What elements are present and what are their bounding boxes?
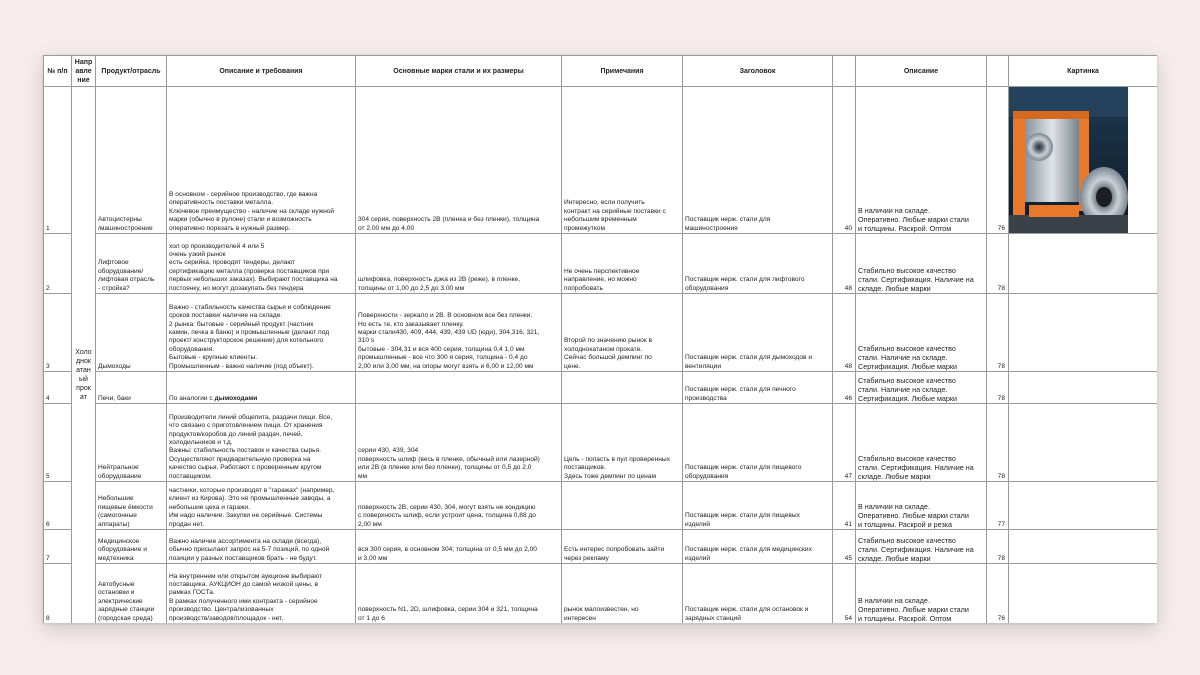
- desc2-cell[interactable]: [856, 564, 987, 624]
- cell-text-line: или 2В (в пленке или без пленки), толщины от 0,5 до 2,0: [358, 464, 532, 472]
- cell-text-line: Дымоходы: [98, 362, 131, 370]
- cell-text-line: Стабильно высокое качество: [858, 454, 956, 463]
- cell-text-line: постоянку, но могут дозакупать без тендера: [169, 284, 304, 292]
- cell-text-line: Поставщик нерж. стали для: [685, 216, 771, 224]
- table-row: [44, 404, 1158, 482]
- title-length-cell[interactable]: 46: [833, 372, 856, 404]
- cell-text-line: В наличии на складе.: [858, 206, 930, 215]
- cell-text-line: Нейтральное: [98, 464, 139, 472]
- cell-text-line: На внутреннем или открытом аукционе выбирают: [169, 572, 323, 580]
- notes-cell[interactable]: [562, 564, 683, 624]
- cell-text-line: шлифовка, поверхность дэка из 2В (реже), в пленке,: [358, 276, 521, 284]
- cell-text-line: цене.: [564, 362, 581, 370]
- col-header-title-length[interactable]: [833, 56, 856, 87]
- cell-text-line: и толщины. Раскрой и резка: [858, 520, 953, 529]
- cell-text-line: 304 серия, поверхность 2В (пленка и без пленки), толщина: [358, 216, 540, 224]
- cell-text-line: контракт на серийные поставки с: [564, 207, 666, 215]
- desc2-cell[interactable]: [856, 87, 987, 234]
- cell-text-line: Лифтовое: [98, 259, 129, 267]
- cell-text-line: Поставщик нерж. стали для медицинских: [685, 546, 812, 554]
- col-header-description[interactable]: Описание и требования: [167, 56, 356, 87]
- cell-text-line: Сейчас большой демпинг по: [564, 354, 652, 362]
- cell-text-line: продан нет.: [169, 520, 204, 528]
- cell-text-line: от 2.00 мм до 4.00: [358, 224, 415, 232]
- title-length-cell[interactable]: 48: [833, 294, 856, 372]
- picture-cell[interactable]: [1009, 482, 1158, 530]
- desc2-length-cell[interactable]: 78: [987, 404, 1009, 482]
- notes-cell[interactable]: [562, 87, 683, 234]
- cell-text-line: В наличии на складе.: [858, 596, 930, 605]
- cell-text-line: оборудования.: [169, 345, 215, 353]
- title-cell[interactable]: [683, 372, 833, 404]
- title-cell[interactable]: [683, 234, 833, 294]
- cell-text-line: качество сырья. Работают с проверенным крутом: [169, 464, 322, 472]
- cell-text-line: марки (обычно в рулоне) стали и возможность: [169, 216, 312, 224]
- title-cell[interactable]: [683, 294, 833, 372]
- title-length-cell[interactable]: 45: [833, 530, 856, 564]
- cell-text-line: холоднокатаном прокате.: [564, 345, 643, 353]
- cell-text-line: попробовать: [564, 284, 603, 292]
- row-number[interactable]: 8: [44, 564, 72, 624]
- product-cell[interactable]: [96, 372, 167, 404]
- cell-text-line: Второй по значению рынок в: [564, 337, 653, 345]
- cell-text-line: аппараты): [98, 520, 130, 528]
- cell-text-line: оборудование: [98, 472, 142, 480]
- cell-text-line: поверхность N1, 2D, шлифовка, серии 304 и 321, толщина: [358, 606, 538, 614]
- cell-text-line: сертификацию металла (проверка поставщиков при: [169, 267, 330, 275]
- cell-text-line: поверхность шлиф (весь в пленке, обычный или лазерной): [358, 455, 540, 463]
- product-cell[interactable]: [96, 294, 167, 372]
- cell-text-line: медтехника: [98, 554, 134, 562]
- cell-text-line: продуктов/коробов до линий раздач, печей,: [169, 430, 303, 438]
- cell-text-line: рынок малоизвестен, но: [564, 606, 639, 614]
- description-cell[interactable]: [167, 87, 356, 234]
- cell-text-line: интересен: [564, 614, 596, 622]
- steel-cell[interactable]: [356, 234, 562, 294]
- cell-text-line: Важно - стабильность качества сырья и соблюдение: [169, 303, 331, 311]
- cell-text-line: позиции у разных поставщиков брать - не будут.: [169, 554, 317, 562]
- picture-cell[interactable]: [1009, 234, 1158, 294]
- table-row: [44, 372, 1158, 404]
- cell-text-line: изделий: [685, 554, 711, 562]
- cell-text-line: Поставщик нерж. стали для дымоходов и: [685, 354, 813, 362]
- cell-text-line: складе. Любые марки: [858, 284, 931, 293]
- cell-text-line: через рекламу: [564, 554, 609, 562]
- cell-text-line: стали. Наличие на складе.: [858, 353, 948, 362]
- cell-text-line: стали. Сертификация. Наличие на: [858, 545, 974, 554]
- steel-cell[interactable]: [356, 87, 562, 234]
- product-cell[interactable]: [96, 234, 167, 294]
- cell-text-line: Оперативно. Любые марки стали: [858, 215, 969, 224]
- cell-text-line: В рамках полученного ими контракта - серийное: [169, 597, 318, 605]
- cell-text-line: первых небольших заказах). Выбирают поставщика на: [169, 276, 338, 284]
- desc2-length-cell[interactable]: 78: [987, 372, 1009, 404]
- desc2-length-cell[interactable]: 78: [987, 294, 1009, 372]
- cell-text-line: Производители линий общепита, раздачи пищи. Все,: [169, 413, 333, 421]
- cell-text-line: Оперативно. Любые марки стали: [858, 511, 969, 520]
- notes-cell[interactable]: [562, 530, 683, 564]
- cell-text-line: клиент из Кирова). Это не промышленные заводы, а: [169, 495, 331, 503]
- cell-text-line: поставщиков.: [564, 464, 606, 472]
- description-cell[interactable]: [167, 372, 356, 404]
- cell-text-line: стали. Сертификация. Наличие на: [858, 275, 974, 284]
- cell-text-line: поставщика. АУКЦИОН до самой низкой цены, в: [169, 580, 319, 588]
- cell-text-line: промежутком: [564, 224, 605, 232]
- cell-text-line: производства: [685, 394, 727, 402]
- cell-text-line: оперативность поставки металла.: [169, 199, 274, 207]
- cell-text-line: и толщины. Раскрой. Оптом: [858, 224, 952, 233]
- cell-text-line: Не очень перспективное: [564, 267, 640, 275]
- desc2-length-cell[interactable]: 76: [987, 564, 1009, 624]
- picture-cell[interactable]: [1009, 294, 1158, 372]
- desc2-length-cell[interactable]: 78: [987, 530, 1009, 564]
- cell-text-line: Здесь тоже демпинг по ценам: [564, 472, 656, 480]
- cell-text-line: зарядные станции: [98, 606, 155, 614]
- title-length-cell[interactable]: 40: [833, 87, 856, 234]
- col-header-steel[interactable]: Основные марки стали и их размеры: [356, 56, 562, 87]
- cell-text-line: Автоцистерны: [98, 216, 142, 224]
- desc2-length-cell[interactable]: 76: [987, 87, 1009, 234]
- steel-cell[interactable]: [356, 372, 562, 404]
- col-header-picture[interactable]: Картинка: [1009, 56, 1158, 87]
- cell-text-line: Промышленным - важно наличие (под объект).: [169, 362, 314, 370]
- title-cell[interactable]: [683, 87, 833, 234]
- col-header-notes[interactable]: Примечания: [562, 56, 683, 87]
- cell-text-line: изделий: [685, 520, 711, 528]
- cell-text-line: Есть интерес попробовать зайти: [564, 546, 665, 554]
- cell-text-line: Интересно, если получить: [564, 199, 645, 207]
- cell-text-line: Поставщик нерж. стали для пищевого: [685, 464, 802, 472]
- title-cell[interactable]: [683, 564, 833, 624]
- direction-cell[interactable]: [72, 87, 96, 624]
- description-cell[interactable]: [167, 482, 356, 530]
- cell-text-line: проект/ конструкторское решение) для котельного: [169, 337, 324, 345]
- row-number[interactable]: 4: [44, 372, 72, 404]
- steel-cell[interactable]: [356, 404, 562, 482]
- cell-text-line: Поставщик нерж. стали для печного: [685, 386, 796, 394]
- row-number[interactable]: 2: [44, 234, 72, 294]
- cell-text-line: 2,00 мм: [358, 520, 382, 528]
- cell-text-line: Стабильно высокое качество: [858, 344, 956, 353]
- cell-text-line: Им надо наличие. Закупки не серийные. Системы: [169, 512, 323, 520]
- cell-text-line: оборудования: [685, 472, 729, 480]
- cell-text-line: и 3,00 мм: [358, 554, 388, 562]
- cell-text-line: Ключевое преимущество - наличие на складе нужной: [169, 207, 335, 215]
- direction-line: Холо: [75, 349, 92, 356]
- desc2-cell[interactable]: [856, 482, 987, 530]
- cell-text-line: остановки и: [98, 589, 135, 597]
- title-length-cell[interactable]: 41: [833, 482, 856, 530]
- cell-text-line: Сертификация. Любые марки: [858, 362, 958, 371]
- cell-text-line: электрические: [98, 597, 143, 605]
- cell-text-line: (городская среда): [98, 614, 153, 622]
- cell-text-line: производств/заводов/площадок - нет.: [169, 614, 284, 622]
- cell-text-line: поверхность 2В, серии 430, 304, могут взять не кондицию: [358, 503, 536, 511]
- steel-coils-photo[interactable]: [1009, 87, 1128, 233]
- notes-cell[interactable]: [562, 234, 683, 294]
- cell-text-line: оборудования: [685, 284, 729, 292]
- cell-text-line: и толщины. Раскрой. Оптом: [858, 614, 952, 623]
- row-number[interactable]: 7: [44, 530, 72, 564]
- cell-text-line: Поставщик нерж. стали для пищевых: [685, 512, 800, 520]
- table-row: [44, 87, 1158, 234]
- notes-cell[interactable]: [562, 482, 683, 530]
- cell-text-bold: дымоходами: [214, 394, 258, 402]
- notes-cell[interactable]: [562, 404, 683, 482]
- steel-cell[interactable]: [356, 530, 562, 564]
- desc2-cell[interactable]: [856, 404, 987, 482]
- cell-text-line: Стабильно высокое качество: [858, 536, 956, 545]
- row-number[interactable]: 6: [44, 482, 72, 530]
- cell-text-line: Поставщик нерж. стали для лифтового: [685, 276, 805, 284]
- cell-text-line: Важны: стабильность поставок и качества сырья.: [169, 447, 321, 455]
- header-line: авле: [75, 67, 92, 75]
- picture-cell[interactable]: [1009, 564, 1158, 624]
- product-cell[interactable]: [96, 482, 167, 530]
- cell-text-line: Осуществляют предварительную проверка на: [169, 455, 311, 463]
- table-row: [44, 234, 1158, 294]
- col-header-num[interactable]: № п/п: [44, 56, 72, 87]
- notes-cell[interactable]: [562, 372, 683, 404]
- cell-text-line: складе. Любые марки: [858, 472, 931, 481]
- col-header-direction[interactable]: [72, 56, 96, 87]
- cell-text-line: Сертификация. Любые марки: [858, 394, 958, 403]
- cell-text-line: марки стали430, 409, 444, 439, 439 UD (юди), 304,316, 321,: [358, 328, 540, 336]
- steel-cell[interactable]: [356, 294, 562, 372]
- title-cell[interactable]: [683, 530, 833, 564]
- col-header-desc2-length[interactable]: [987, 56, 1009, 87]
- cell-text-line: лифтовая отрасль: [98, 276, 155, 284]
- direction-line: ый: [79, 376, 88, 383]
- cell-text-line: холодильников и т.д.: [169, 438, 233, 446]
- cell-text-line: 310 s: [358, 337, 375, 345]
- desc2-length-cell[interactable]: 78: [987, 234, 1009, 294]
- cell-text-line: что связано с приготовлением пищи. От хранения: [169, 422, 323, 430]
- row-number[interactable]: 1: [44, 87, 72, 234]
- cell-text-line: (самогонные: [98, 512, 137, 520]
- cell-text-line: машиностроения: [685, 224, 738, 232]
- desc2-cell[interactable]: [856, 294, 987, 372]
- cell-text-line: хол ор производителей 4 или 5: [169, 242, 265, 250]
- picture-cell[interactable]: [1009, 87, 1158, 234]
- cell-text-line: оборудование/: [98, 267, 144, 275]
- cell-text-line: от 1 до 6: [358, 614, 385, 622]
- steel-cell[interactable]: [356, 564, 562, 624]
- cell-text-line: /машиностроение: [98, 224, 153, 232]
- desc2-cell[interactable]: [856, 530, 987, 564]
- title-length-cell[interactable]: 47: [833, 404, 856, 482]
- cell-text-line: Стабильно высокое качество: [858, 376, 956, 385]
- description-cell[interactable]: [167, 404, 356, 482]
- col-header-product[interactable]: Продукт/отрасль: [96, 56, 167, 87]
- cell-text-line: Поверхности - зеркало и 2В. В основном все без пленки.: [358, 312, 533, 320]
- title-cell[interactable]: [683, 404, 833, 482]
- cell-text-line: Но есть те, кто заказывает пленку.: [358, 320, 464, 328]
- title-length-cell[interactable]: 54: [833, 564, 856, 624]
- cell-text-line: В наличии на складе.: [858, 502, 930, 511]
- cell-text-line: пищевые ёмкости: [98, 503, 153, 511]
- header-row: [44, 56, 1158, 87]
- cell-text-line: с поверхность шлиф, если устроит цена, толщина 0,88 до: [358, 512, 536, 520]
- picture-cell[interactable]: [1009, 404, 1158, 482]
- cell-text-line: Оперативно. Любые марки стали: [858, 605, 969, 614]
- cell-text-line: направление, но можно: [564, 276, 637, 284]
- product-cell[interactable]: [96, 87, 167, 234]
- product-table: [43, 55, 1157, 623]
- notes-cell[interactable]: [562, 294, 683, 372]
- product-cell[interactable]: [96, 564, 167, 624]
- cell-text-line: небольшим временным: [564, 216, 637, 224]
- cell-text-line: Автобусные: [98, 580, 135, 588]
- cell-text-line: 2,00 или 3,00 мм, на опоры могут взять и 6,00 и 12,00 мм: [358, 362, 534, 370]
- cell-text-line: оборудование и: [98, 546, 147, 554]
- cell-text-line: зарядных станций: [685, 614, 741, 622]
- cell-text-line: Стабильно высокое качество: [858, 266, 956, 275]
- product-cell[interactable]: [96, 404, 167, 482]
- cell-text-line: рамках ГОСТа.: [169, 589, 215, 597]
- spreadsheet: [43, 55, 1157, 623]
- cell-text-line: оперативно порезать в нужный размер.: [169, 224, 291, 232]
- table-row: [44, 294, 1158, 372]
- picture-cell[interactable]: [1009, 530, 1158, 564]
- cell-text-line: сроков поставки/ наличие на складе.: [169, 312, 283, 320]
- cell-text-line: серии 430, 439, 304: [358, 447, 419, 455]
- table-row: [44, 564, 1158, 624]
- cell-text-line: толщины от 1,00 до 2,5 до 3.00 мм: [358, 284, 465, 292]
- cell-text-line: В основном - серийное производство, где важна: [169, 190, 318, 198]
- cell-text-line: складе. Любые марки: [858, 554, 931, 563]
- cell-text-line: промышленные - все что 300 я серия, толщина - 0,4 до: [358, 354, 528, 362]
- cell-text-line: производство. Централизованных: [169, 606, 274, 614]
- title-cell[interactable]: [683, 482, 833, 530]
- cell-text-line: Небольшие: [98, 495, 134, 503]
- cell-text-line: Важно наличие ассортимента на складе (всегда),: [169, 537, 322, 545]
- cell-text-line: мм: [358, 472, 368, 480]
- cell-text-line: Поставщик нерж. стали для остановок и: [685, 606, 809, 614]
- direction-line: прок: [76, 385, 91, 392]
- cell-text-line: - стройка?: [98, 284, 130, 292]
- table-row: [44, 482, 1158, 530]
- row-number[interactable]: 3: [44, 294, 72, 372]
- description-cell[interactable]: [167, 530, 356, 564]
- cell-text-line: обычно присылают запрос на 5-7 позиций, по одной: [169, 546, 330, 554]
- cell-text-line: бытовые - 304,31 и вся 400 серия, толщина 0,4 1,0 мм: [358, 345, 525, 353]
- cell-text-line: Печи, баки: [98, 394, 131, 402]
- direction-line: днок: [76, 358, 91, 365]
- cell-text-line: небольшие цеха и гаражи.: [169, 503, 250, 511]
- picture-cell[interactable]: [1009, 372, 1158, 404]
- description-cell[interactable]: [167, 294, 356, 372]
- cell-text-line: Бытовые - крупные клиенты.: [169, 354, 258, 362]
- steel-cell[interactable]: [356, 482, 562, 530]
- header-line: Напр: [74, 58, 93, 66]
- cell-text-line: 2 рынка: бытовые - серийный продукт (частник: [169, 320, 314, 328]
- title-length-cell[interactable]: 48: [833, 234, 856, 294]
- cell-text-line: частники, которые производят в "гаражах" (например,: [169, 486, 335, 494]
- product-cell[interactable]: [96, 530, 167, 564]
- cell-text-line: Цель - попасть в пул проверенных: [564, 455, 670, 463]
- desc2-length-cell[interactable]: 77: [987, 482, 1009, 530]
- cell-text-line: поставщиком.: [169, 472, 212, 480]
- col-header-title[interactable]: Заголовок: [683, 56, 833, 87]
- cell-text-line: вентиляции: [685, 362, 722, 370]
- cell-text-line: стали. Сертификация. Наличие на: [858, 463, 974, 472]
- cell-text-line: камин, печка в баню) и промышленные (делают под: [169, 328, 330, 336]
- col-header-desc2[interactable]: Описание: [856, 56, 987, 87]
- direction-line: атан: [76, 367, 91, 374]
- table-row: [44, 530, 1158, 564]
- cell-text-line: стали. Наличие на складе.: [858, 385, 948, 394]
- cell-text: По аналогии с: [169, 394, 215, 402]
- direction-line: ат: [80, 394, 87, 401]
- desc2-cell[interactable]: [856, 372, 987, 404]
- cell-text-line: вся 300 серия, в основном 304; толщина от 0,5 мм до 2,00: [358, 546, 537, 554]
- cell-text-line: есть серийка, проводят тендеры, делают: [169, 259, 296, 267]
- description-cell[interactable]: [167, 234, 356, 294]
- cell-text-line: Медицинское: [98, 537, 140, 545]
- row-number[interactable]: 5: [44, 404, 72, 482]
- cell-text-line: очень узкий рынок: [169, 250, 226, 258]
- description-cell[interactable]: [167, 564, 356, 624]
- desc2-cell[interactable]: [856, 234, 987, 294]
- header-line: ние: [77, 76, 90, 84]
